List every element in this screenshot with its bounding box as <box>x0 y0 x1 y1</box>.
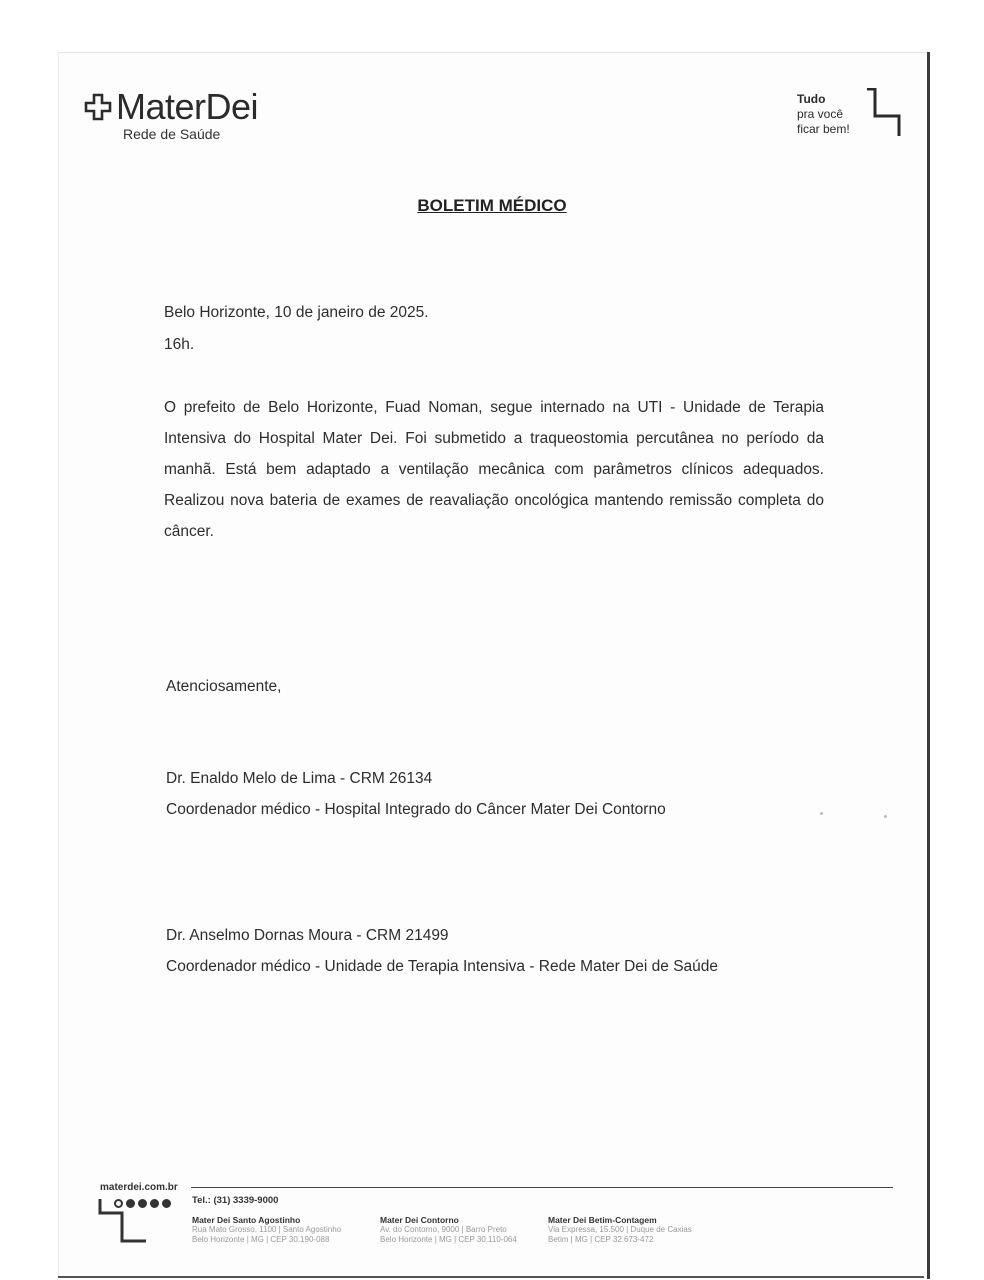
unit-name: Mater Dei Betim-Contagem <box>548 1215 657 1225</box>
scan-speck <box>820 812 823 815</box>
unit-name: Mater Dei Santo Agostinho <box>192 1215 301 1225</box>
slogan-line-2: pra você <box>797 107 844 121</box>
slogan-bracket-icon <box>853 88 903 138</box>
mater-dei-logo <box>84 88 258 142</box>
slogan-line-3: ficar bem! <box>797 122 850 136</box>
footer-unit <box>380 1215 517 1245</box>
signatory-2-role: Coordenador médico - Unidade de Terapia Intensiva - Rede Mater Dei de Saúde <box>166 958 719 975</box>
slogan <box>797 92 850 137</box>
footer-unit <box>548 1215 692 1245</box>
dot-icon <box>138 1199 147 1208</box>
unit-address-2: Belo Horizonte | MG | CEP 30.110-064 <box>380 1235 517 1244</box>
hospital-cross-icon <box>84 93 112 121</box>
footer-website: materdei.com.br <box>100 1182 178 1193</box>
brand-subtitle: Rede de Saúde <box>123 126 221 142</box>
unit-name: Mater Dei Contorno <box>380 1215 459 1225</box>
bulletin-body: O prefeito de Belo Horizonte, Fuad Noman, segue internado na UTI - Unidade de Terapia Intensiva do Hospital Mater Dei. Foi submetido a traqueostomia percutânea no período da manhã. Está bem adaptado a ventilação mecânica com parâmetros clínicos adequados. Realizou nova bateria de exames de reavaliação oncológica mantendo remissão completa do câncer. <box>164 399 824 540</box>
brand-name: MaterDei <box>116 86 259 127</box>
signatory-1-name: Dr. Enaldo Melo de Lima - CRM 26134 <box>166 770 433 787</box>
unit-address-2: Betim | MG | CEP 32.673-472 <box>548 1235 654 1244</box>
footer-divider <box>191 1187 893 1188</box>
dot-icon <box>126 1199 135 1208</box>
dot-icon <box>162 1199 171 1208</box>
slogan-line-1: Tudo <box>797 92 826 106</box>
scan-speck <box>884 815 887 818</box>
unit-address-1: Av. do Contorno, 9000 | Barro Preto <box>380 1225 507 1234</box>
footer-dots <box>114 1199 171 1208</box>
signatory-2-name: Dr. Anselmo Dornas Moura - CRM 21499 <box>166 927 449 944</box>
dot-icon <box>114 1199 123 1208</box>
footer-unit <box>192 1215 341 1245</box>
unit-address-2: Belo Horizonte | MG | CEP 30.190-088 <box>192 1235 330 1244</box>
footer-phone: Tel.: (31) 3339-9000 <box>192 1195 279 1206</box>
unit-address-1: Rua Mato Grosso, 1100 | Santo Agostinho <box>192 1225 342 1234</box>
unit-address-1: Via Expressa, 15.500 | Duque de Caxias <box>548 1225 692 1234</box>
time-line: 16h. <box>164 336 195 353</box>
closing: Atenciosamente, <box>166 678 282 695</box>
page-edge <box>58 1276 924 1278</box>
dot-icon <box>150 1199 159 1208</box>
date-line: Belo Horizonte, 10 de janeiro de 2025. <box>164 304 429 321</box>
document-page <box>58 52 927 1279</box>
signatory-1-role: Coordenador médico - Hospital Integrado do Câncer Mater Dei Contorno <box>166 801 666 818</box>
document-title: BOLETIM MÉDICO <box>417 196 567 215</box>
